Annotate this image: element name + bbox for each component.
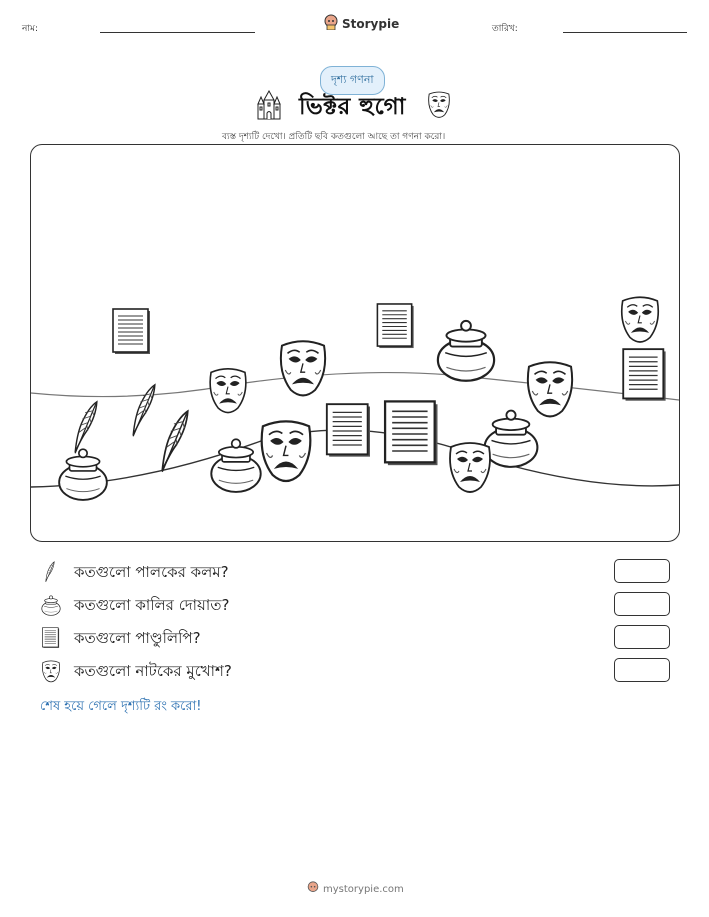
manuscript	[385, 401, 437, 465]
mask	[450, 443, 490, 492]
quill	[133, 385, 155, 436]
storypie-footer-icon	[307, 881, 319, 897]
question-mask: কতগুলো নাটকের মুখোশ?	[74, 662, 232, 680]
manuscript	[377, 304, 413, 348]
mask	[281, 341, 325, 395]
manuscript	[113, 309, 150, 354]
question-manuscript: কতগুলো পাণ্ডুলিপি?	[74, 629, 201, 647]
ink-pot	[485, 411, 538, 467]
storypie-logo-icon	[324, 14, 338, 33]
manuscript-icon	[42, 627, 60, 653]
brand-name: Storypie	[342, 16, 400, 31]
ink-pot	[438, 321, 494, 381]
theatre-mask-icon	[427, 91, 451, 124]
ink-pot	[59, 449, 107, 500]
footer-url[interactable]: mystorypie.com	[323, 883, 404, 895]
ink-pot	[211, 439, 260, 492]
quill	[162, 411, 188, 472]
mask	[622, 297, 659, 342]
answer-box-quill[interactable]	[614, 559, 670, 583]
coloring-note: শেষ হয়ে গেলে দৃশ্যটি রং করো!	[40, 699, 202, 714]
answer-box-ink-pot[interactable]	[614, 592, 670, 616]
answer-box-manuscript[interactable]	[614, 625, 670, 649]
question-quill: কতগুলো পালকের কলম?	[74, 563, 229, 581]
mask	[262, 421, 311, 481]
name-label: নাম:	[22, 24, 39, 34]
worksheet-type-badge: দৃশ্য গণনা	[320, 66, 385, 95]
manuscript	[623, 349, 665, 401]
question-ink-pot: কতগুলো কালির দোয়াত?	[74, 596, 230, 614]
date-field[interactable]	[563, 32, 687, 33]
castle-icon	[256, 90, 282, 124]
page-title: ভিক্টর হুগো	[299, 94, 406, 120]
instructions: ব্যস্ত দৃশ্যটি দেখো। প্রতিটি ছবি কতগুলো আছে তা গণনা করো।	[222, 132, 446, 142]
manuscript	[327, 404, 370, 457]
quill	[75, 402, 97, 453]
mask-icon	[41, 660, 61, 688]
counting-scene	[30, 144, 680, 542]
hill-line-upper	[31, 373, 679, 400]
brand-logo	[324, 14, 399, 33]
footer	[307, 881, 404, 897]
name-field[interactable]	[100, 32, 255, 33]
mask	[210, 369, 246, 413]
mask	[528, 362, 572, 416]
answer-box-mask[interactable]	[614, 658, 670, 682]
quill-icon	[40, 561, 60, 587]
ink-pot-icon	[41, 594, 61, 620]
date-label: তারিখ:	[492, 24, 518, 34]
